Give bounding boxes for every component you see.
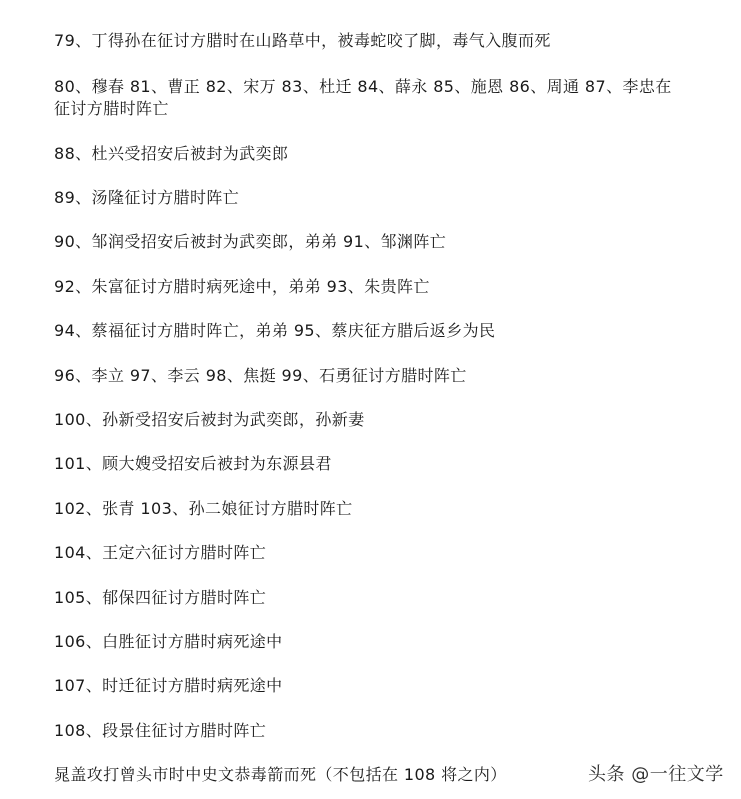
entry-104: 104、王定六征讨方腊时阵亡 [54,543,267,562]
watermark: 头条 @一往文学 [588,764,724,785]
entry-90-91: 90、邹润受招安后被封为武奕郎，弟弟 91、邹渊阵亡 [54,232,447,251]
entry-100: 100、孙新受招安后被封为武奕郎，孙新妻 [54,410,365,429]
entry-107: 107、时迁征讨方腊时病死途中 [54,676,283,695]
note-chao-gai: 晁盖攻打曾头市时中史文恭毒箭而死（不包括在 108 将之内） [54,765,507,784]
entry-80-87: 80、穆春 81、曹正 82、宋万 83、杜迁 84、薛永 85、施恩 86、周通 87、李忠在征讨方腊时阵亡 [54,77,672,118]
entry-96-99: 96、李立 97、李云 98、焦挺 99、石勇征讨方腊时阵亡 [54,366,467,385]
entry-101: 101、顾大嫂受招安后被封为东源县君 [54,454,332,473]
entry-102-103: 102、张青 103、孙二娘征讨方腊时阵亡 [54,499,353,518]
entry-92-93: 92、朱富征讨方腊时病死途中，弟弟 93、朱贵阵亡 [54,277,430,296]
entry-105: 105、郁保四征讨方腊时阵亡 [54,588,267,607]
entry-106: 106、白胜征讨方腊时病死途中 [54,632,283,651]
entry-89: 89、汤隆征讨方腊时阵亡 [54,188,240,207]
entry-108: 108、段景住征讨方腊时阵亡 [54,721,267,740]
entry-88: 88、杜兴受招安后被封为武奕郎 [54,144,289,163]
entry-79: 79、丁得孙在征讨方腊时在山路草中，被毒蛇咬了脚，毒气入腹而死 [54,31,551,50]
entry-94-95: 94、蔡福征讨方腊时阵亡，弟弟 95、蔡庆征方腊后返乡为民 [54,321,496,340]
